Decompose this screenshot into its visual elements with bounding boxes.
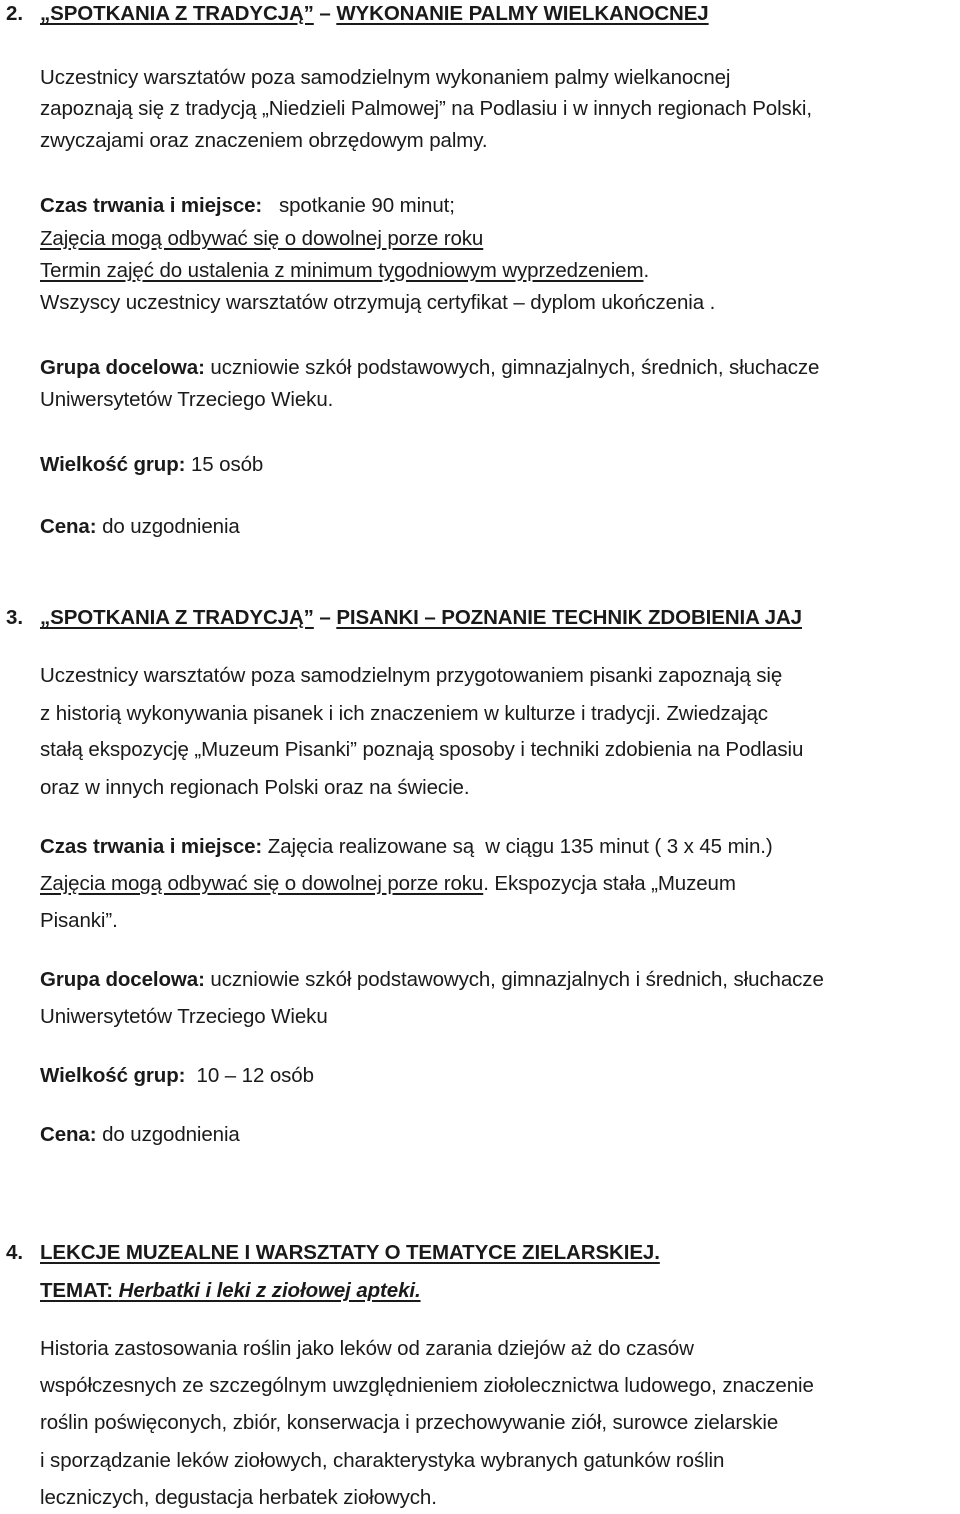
section-4-topic-label: TEMAT:	[40, 1279, 114, 1302]
section-4-body-line: i sporządzanie leków ziołowych, charakterystyka wybranych gatunków roślin	[40, 1449, 725, 1472]
section-3-size-value: 10 – 12 osób	[185, 1064, 314, 1087]
section-2-intro-line: zapoznają się z tradycją „Niedzieli Palmowej” na Podlasiu i w innych regionach Polski,	[40, 97, 812, 120]
section-3-heading	[40, 605, 802, 631]
section-3-number: 3.	[6, 606, 24, 629]
section-2-certificate: Wszyscy uczestnicy warsztatów otrzymują certyfikat – dyplom ukończenia .	[40, 291, 716, 314]
section-3-target-value: uczniowie szkół podstawowych, gimnazjalnych i średnich, słuchacze	[204, 968, 824, 991]
section-3-size	[40, 1063, 314, 1089]
section-2-size-value: 15 osób	[185, 453, 264, 476]
section-3-target-label: Grupa docelowa:	[40, 968, 205, 991]
section-2-intro-line: Uczestnicy warsztatów poza samodzielnym wykonaniem palmy wielkanocnej	[40, 66, 731, 89]
section-2-price-label: Cena:	[40, 515, 97, 538]
section-3-exhibit: . Ekspozycja stała „Muzeum	[483, 872, 736, 895]
section-3-price-value: do uzgodnienia	[96, 1123, 240, 1146]
section-2-time	[40, 193, 455, 219]
section-3-price	[40, 1122, 240, 1148]
section-2-heading-prefix: „SPOTKANIA Z TRADYCJĄ”	[40, 2, 314, 25]
section-2-schedule-end: .	[643, 259, 650, 282]
section-2-heading	[40, 1, 709, 27]
section-2-intro-line: zwyczajami oraz znaczeniem obrzędowym palmy.	[40, 129, 488, 152]
section-3-intro-line: stałą ekspozycję „Muzeum Pisanki” poznają sposoby i techniki zdobienia na Podlasiu	[40, 738, 804, 761]
section-2-size-label: Wielkość grup:	[40, 453, 186, 476]
section-4-body-line: współczesnych ze szczególnym uwzględnieniem ziołolecznictwa ludowego, znaczenie	[40, 1374, 814, 1397]
section-3-intro-line: z historią wykonywania pisanek i ich znaczeniem w kulturze i tradycji. Zwiedzając	[40, 702, 768, 725]
section-2-any-season: Zajęcia mogą odbywać się o dowolnej porze roku	[40, 227, 484, 250]
section-4-body-line: roślin poświęconych, zbiór, konserwacja i przechowywanie ziół, surowce zielarskie	[40, 1411, 779, 1434]
section-2-heading-sep: –	[313, 2, 337, 25]
section-4-topic-value: Herbatki i leki z ziołowej apteki.	[118, 1279, 421, 1302]
section-4-body-line: leczniczych, degustacja herbatek ziołowych.	[40, 1486, 437, 1509]
section-3-price-label: Cena:	[40, 1123, 97, 1146]
section-3-target-cont: Uniwersytetów Trzeciego Wieku	[40, 1005, 328, 1028]
section-3-time-value: Zajęcia realizowane są w ciągu 135 minut ( 3 x 45 min.)	[262, 835, 773, 858]
section-3-heading-sep: –	[313, 606, 337, 629]
section-3-time	[40, 834, 773, 860]
section-2-time-value: spotkanie 90 minut;	[262, 194, 455, 217]
section-3-intro-line: oraz w innych regionach Polski oraz na świecie.	[40, 776, 470, 799]
section-2-target-value: uczniowie szkół podstawowych, gimnazjalnych, średnich, słuchacze	[204, 356, 820, 379]
section-2-schedule	[40, 258, 649, 284]
section-2-time-label: Czas trwania i miejsce:	[40, 194, 263, 217]
section-3-heading-prefix: „SPOTKANIA Z TRADYCJĄ”	[40, 606, 314, 629]
section-3-season	[40, 871, 736, 897]
section-2-heading-title: WYKONANIE PALMY WIELKANOCNEJ	[336, 2, 709, 25]
section-3-any-season: Zajęcia mogą odbywać się o dowolnej porze roku	[40, 872, 484, 895]
section-3-target	[40, 967, 824, 993]
section-2-price	[40, 514, 240, 540]
section-2-target-label: Grupa docelowa:	[40, 356, 205, 379]
section-3-exhibit-cont: Pisanki”.	[40, 909, 118, 932]
section-2-number: 2.	[6, 2, 24, 25]
section-4-number: 4.	[6, 1241, 24, 1264]
section-2-size	[40, 452, 263, 478]
section-2-target-cont: Uniwersytetów Trzeciego Wieku.	[40, 388, 334, 411]
section-2-target	[40, 355, 819, 381]
section-3-heading-title: PISANKI – POZNANIE TECHNIK ZDOBIENIA JAJ	[336, 606, 802, 629]
section-3-intro-line: Uczestnicy warsztatów poza samodzielnym przygotowaniem pisanki zapoznają się	[40, 664, 783, 687]
section-4-topic	[40, 1278, 421, 1304]
section-3-size-label: Wielkość grup:	[40, 1064, 186, 1087]
section-4-body-line: Historia zastosowania roślin jako leków od zarania dziejów aż do czasów	[40, 1337, 694, 1360]
section-4-heading: LEKCJE MUZEALNE I WARSZTATY O TEMATYCE ZIELARSKIEJ.	[40, 1241, 660, 1264]
section-2-schedule-text: Termin zajęć do ustalenia z minimum tygodniowym wyprzedzeniem	[40, 259, 644, 282]
section-3-time-label: Czas trwania i miejsce:	[40, 835, 263, 858]
section-2-price-value: do uzgodnienia	[96, 515, 240, 538]
